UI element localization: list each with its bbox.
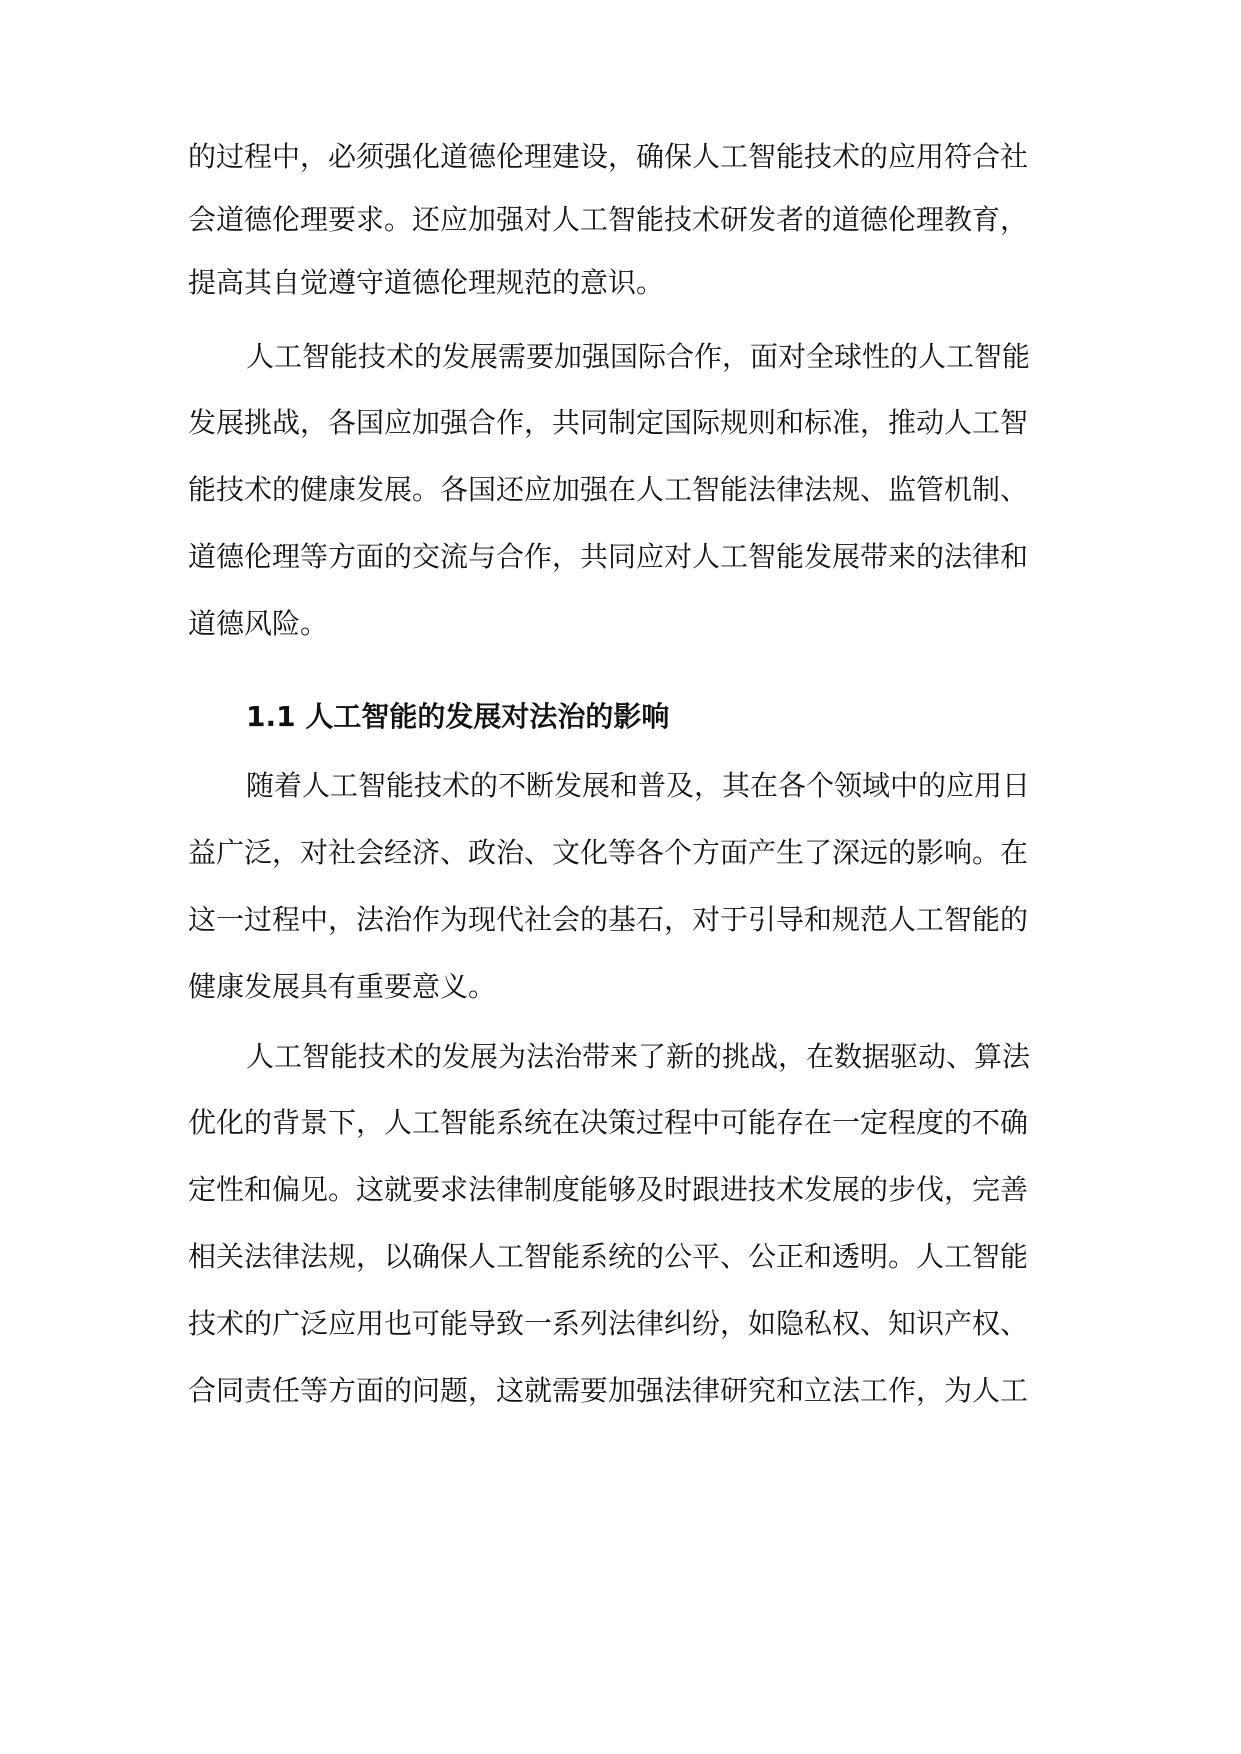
paragraph-line: 定性和偏见。这就要求法律制度能够及时跟进技术发展的步伐，完善 bbox=[188, 1173, 1029, 1206]
paragraph-line: 道德风险。 bbox=[188, 607, 329, 640]
paragraph-line: 健康发展具有重要意义。 bbox=[188, 970, 497, 1003]
paragraph-line: 人工智能技术的发展为法治带来了新的挑战，在数据驱动、算法 bbox=[246, 1040, 1031, 1073]
paragraph-line: 发展挑战，各国应加强合作，共同制定国际规则和标准，推动人工智 bbox=[188, 406, 1029, 439]
paragraph-line: 提高其自觉遵守道德伦理规范的意识。 bbox=[188, 266, 665, 299]
paragraph-line: 技术的广泛应用也可能导致一系列法律纠纷，如隐私权、知识产权、 bbox=[188, 1307, 1029, 1340]
paragraph-line: 道德伦理等方面的交流与合作，共同应对人工智能发展带来的法律和 bbox=[188, 540, 1029, 573]
paragraph-line: 益广泛，对社会经济、政治、文化等各个方面产生了深远的影响。在 bbox=[188, 836, 1029, 869]
section-heading: 1.1 人工智能的发展对法治的影响 bbox=[246, 700, 670, 733]
paragraph-line: 人工智能技术的发展需要加强国际合作，面对全球性的人工智能 bbox=[246, 340, 1031, 373]
paragraph-line: 的过程中，必须强化道德伦理建设，确保人工智能技术的应用符合社 bbox=[188, 140, 1029, 173]
paragraph-line: 会道德伦理要求。还应加强对人工智能技术研发者的道德伦理教育， bbox=[188, 203, 1029, 236]
paragraph-line: 优化的背景下，人工智能系统在决策过程中可能存在一定程度的不确 bbox=[188, 1106, 1029, 1139]
paragraph-line: 随着人工智能技术的不断发展和普及，其在各个领域中的应用日 bbox=[246, 769, 1031, 802]
paragraph-line: 相关法律法规，以确保人工智能系统的公平、公正和透明。人工智能 bbox=[188, 1240, 1029, 1273]
paragraph-line: 能技术的健康发展。各国还应加强在人工智能法律法规、监管机制、 bbox=[188, 473, 1029, 506]
paragraph-line: 合同责任等方面的问题，这就需要加强法律研究和立法工作，为人工 bbox=[188, 1374, 1029, 1407]
paragraph-line: 这一过程中，法治作为现代社会的基石，对于引导和规范人工智能的 bbox=[188, 903, 1029, 936]
